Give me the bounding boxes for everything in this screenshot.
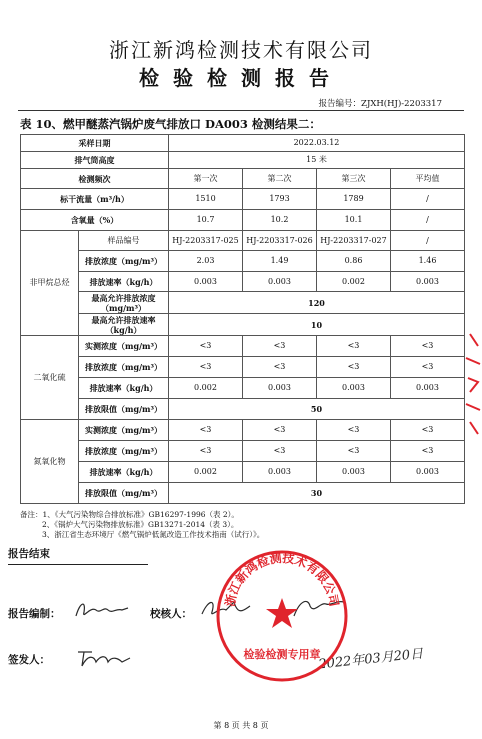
- signature-issuer: [72, 644, 136, 672]
- handwritten-date: 2022年03月20日: [317, 646, 424, 673]
- table-cell: 120: [169, 292, 465, 314]
- star-icon: [266, 598, 298, 628]
- table-cell: 10.7: [169, 210, 243, 231]
- table-cell: 0.003: [317, 378, 391, 399]
- document-title: 检验检测报告: [139, 66, 343, 90]
- table-cell: <3: [317, 357, 391, 378]
- pollutant-name: 氮氧化物: [21, 420, 79, 504]
- pollutant-name: 二氧化硫: [21, 336, 79, 420]
- table-cell: 15 米: [169, 152, 465, 169]
- table-cell: 样品编号: [79, 231, 169, 251]
- table-row: [21, 189, 465, 210]
- table-cell: 0.002: [169, 378, 243, 399]
- table-cell: <3: [317, 336, 391, 357]
- table-cell: <3: [243, 336, 317, 357]
- table-cell: 实测浓度（mg/m³）: [79, 336, 169, 357]
- table-cell: 1510: [169, 189, 243, 210]
- table-cell: <3: [169, 357, 243, 378]
- table-cell: 2.03: [169, 251, 243, 272]
- table-cell: 排放浓度（mg/m³）: [79, 251, 169, 272]
- table-cell: 第三次: [317, 169, 391, 189]
- table-cell: 0.003: [243, 378, 317, 399]
- table-cell: <3: [169, 420, 243, 441]
- table-cell: 0.002: [317, 272, 391, 292]
- table-row: [21, 231, 465, 251]
- page-footer: 第 8 页 共 8 页: [213, 721, 269, 730]
- table-row: [21, 135, 465, 152]
- issued-by-label: 签发人：: [8, 654, 50, 666]
- table-cell: 最高允许排放速率（kg/h）: [79, 314, 169, 336]
- table-cell: <3: [243, 420, 317, 441]
- table-cell: 0.003: [169, 272, 243, 292]
- table-cell: 含氧量（%）: [21, 210, 169, 231]
- table-cell: HJ-2203317-025: [169, 231, 243, 251]
- table-cell: 0.003: [243, 462, 317, 483]
- table-cell: 0.003: [391, 378, 465, 399]
- table-row: [21, 251, 465, 272]
- table-cell: 第二次: [243, 169, 317, 189]
- table-row: [21, 462, 465, 483]
- table-cell: 0.002: [169, 462, 243, 483]
- checked-by-label: 校核人：: [150, 608, 192, 620]
- table-row: [21, 357, 465, 378]
- header-divider: [18, 110, 464, 111]
- table-row: [21, 152, 465, 169]
- table-cell: 0.003: [317, 462, 391, 483]
- table-cell: 10: [169, 314, 465, 336]
- stamp-center-text: 检验检测专用章: [243, 648, 321, 661]
- table-row: [21, 483, 465, 504]
- official-stamp: [212, 546, 352, 686]
- table-cell: 排放浓度（mg/m³）: [79, 357, 169, 378]
- seal-edge-mark: [456, 330, 482, 440]
- table-row: [21, 420, 465, 441]
- table-cell: 第一次: [169, 169, 243, 189]
- table-cell: 排放速率（kg/h）: [79, 462, 169, 483]
- table-cell: 排气筒高度: [21, 152, 169, 169]
- table-title: 表 10、燃甲醚蒸汽锅炉废气排放口 DA003 检测结果二：: [20, 117, 321, 131]
- table-cell: 50: [169, 399, 465, 420]
- table-cell: /: [391, 210, 465, 231]
- table-cell: 排放限值（mg/m³）: [79, 399, 169, 420]
- signature-prepared: [72, 596, 132, 624]
- notes: [20, 510, 464, 540]
- table-cell: HJ-2203317-027: [317, 231, 391, 251]
- table-cell: <3: [243, 357, 317, 378]
- table-cell: 30: [169, 483, 465, 504]
- table-row: [21, 378, 465, 399]
- table-cell: 平均值: [391, 169, 465, 189]
- table-cell: 1793: [243, 189, 317, 210]
- note-line: 2、《锅炉大气污染物排放标准》GB13271-2014（表 3）。: [42, 520, 239, 529]
- table-cell: 10.2: [243, 210, 317, 231]
- report-end-label: 报告结束: [8, 548, 50, 560]
- note-line: 3、浙江省生态环境厅《燃气锅炉低氮改造工作技术指南（试行）》。: [42, 530, 265, 539]
- table-cell: 排放速率（kg/h）: [79, 378, 169, 399]
- table-cell: /: [391, 189, 465, 210]
- table-cell: 0.003: [391, 462, 465, 483]
- table-cell: 1789: [317, 189, 391, 210]
- table-cell: 0.003: [243, 272, 317, 292]
- table-cell: 采样日期: [21, 135, 169, 152]
- company-name: 浙江新鸿检测技术有限公司: [109, 38, 373, 62]
- table-cell: <3: [169, 441, 243, 462]
- end-divider: [8, 564, 148, 565]
- table-cell: <3: [243, 441, 317, 462]
- table-cell: <3: [391, 336, 465, 357]
- table-cell: 标干流量（m³/h）: [21, 189, 169, 210]
- table-row: [21, 336, 465, 357]
- pollutant-name: 非甲烷总烃: [21, 231, 79, 336]
- table-cell: 1.49: [243, 251, 317, 272]
- report-number: 报告编号：ZJXH(HJ)-2203317: [318, 99, 442, 109]
- note-line: 备注：1、《大气污染物综合排放标准》GB16297-1996（表 2）。: [20, 510, 239, 519]
- table-cell: 2022.03.12: [169, 135, 465, 152]
- table-row: [21, 272, 465, 292]
- table-cell: 10.1: [317, 210, 391, 231]
- table-row: [21, 210, 465, 231]
- table-cell: 排放速率（kg/h）: [79, 272, 169, 292]
- table-cell: <3: [169, 336, 243, 357]
- table-cell: 1.46: [391, 251, 465, 272]
- table-row: [21, 169, 465, 189]
- table-cell: <3: [391, 441, 465, 462]
- stamp-ring-text: 浙江新鸿检测技术有限公司: [222, 550, 342, 608]
- table-cell: 0.86: [317, 251, 391, 272]
- table-cell: <3: [391, 357, 465, 378]
- table-row: [21, 314, 465, 336]
- prepared-by-label: 报告编制：: [8, 608, 61, 620]
- table-cell: 最高允许排放浓度（mg/m³）: [79, 292, 169, 314]
- table-cell: /: [391, 231, 465, 251]
- table-row: [21, 399, 465, 420]
- table-cell: <3: [391, 420, 465, 441]
- table-cell: 排放浓度（mg/m³）: [79, 441, 169, 462]
- table-cell: HJ-2203317-026: [243, 231, 317, 251]
- table-cell: <3: [317, 441, 391, 462]
- results-table: [20, 134, 465, 504]
- table-cell: 0.003: [391, 272, 465, 292]
- table-row: [21, 292, 465, 314]
- table-row: [21, 441, 465, 462]
- table-cell: <3: [317, 420, 391, 441]
- table-cell: 排放限值（mg/m³）: [79, 483, 169, 504]
- table-cell: 检测频次: [21, 169, 169, 189]
- table-cell: 实测浓度（mg/m³）: [79, 420, 169, 441]
